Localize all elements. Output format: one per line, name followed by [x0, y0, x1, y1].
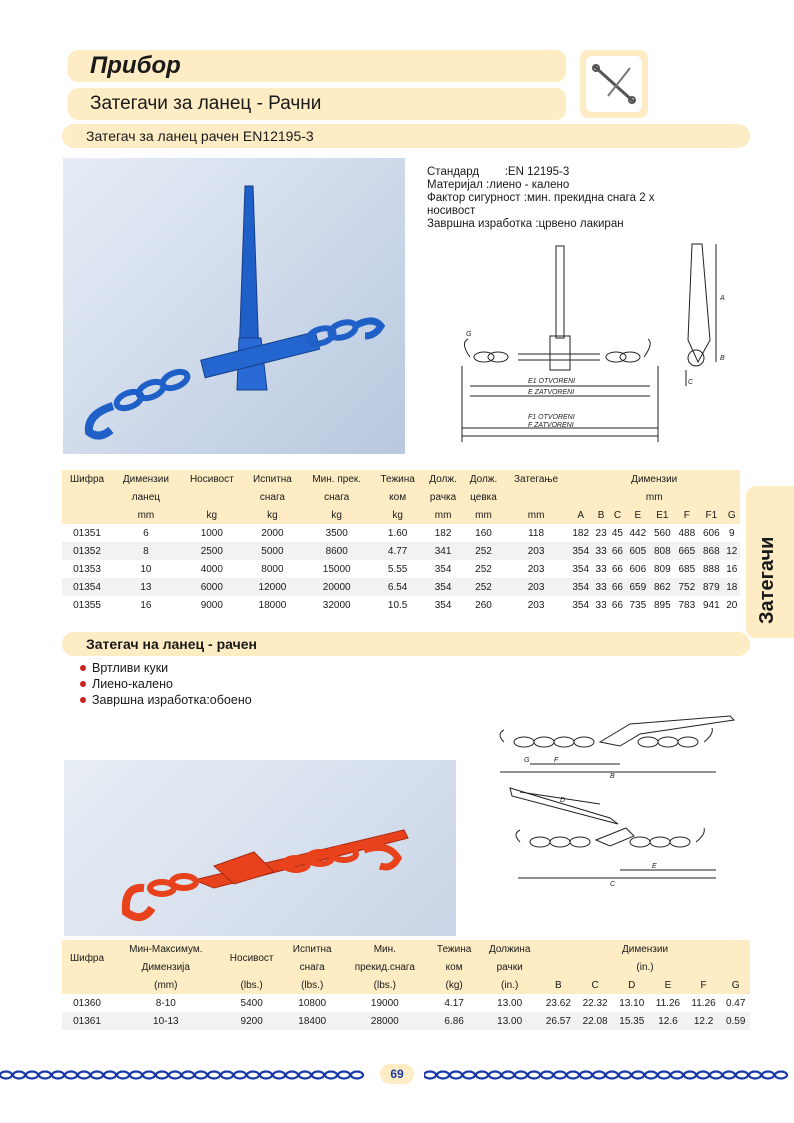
table-header: ланец: [131, 491, 160, 503]
chain-link: [325, 1072, 337, 1079]
chain-link: [775, 1072, 787, 1079]
table-cell: 6: [143, 527, 149, 539]
chain-link: [286, 1072, 298, 1079]
chain-link: [156, 1072, 168, 1079]
features-list: [80, 660, 252, 708]
chain-link: [593, 1072, 605, 1079]
table-cell: 0.59: [725, 1015, 746, 1027]
table-cell: 1.60: [387, 527, 408, 539]
table-unit: kg: [267, 509, 278, 521]
page-number: 69: [380, 1064, 414, 1084]
table-cell: 941: [703, 599, 720, 611]
list-item-text: Завршна изработка:обоено: [92, 693, 252, 707]
label-e1: E1 OTVORENI: [528, 378, 576, 385]
table-cell: 13.00: [497, 997, 523, 1009]
chain-link: [195, 1072, 207, 1079]
spec-line: Завршна изработка :црвено лакиран: [427, 218, 624, 230]
table-cell: 895: [654, 599, 671, 611]
table-cell: 2500: [200, 545, 223, 557]
label-e: E ZATVORENI: [528, 389, 575, 396]
table-cell: 606: [703, 527, 720, 539]
table-unit: G: [731, 979, 740, 991]
table-unit: E: [634, 509, 642, 521]
table-cell: 11.26: [691, 997, 716, 1009]
chain-link: [463, 1072, 475, 1079]
table-cell: 488: [678, 527, 696, 539]
ratchet-binder-icon: [586, 56, 642, 112]
table-cell: 2000: [261, 527, 284, 539]
table-cell: 560: [654, 527, 671, 539]
chain-link: [117, 1072, 129, 1079]
table-cell: 18: [726, 581, 738, 593]
table-cell: 354: [572, 581, 590, 593]
table-cell: 9000: [200, 599, 223, 611]
table-cell: 6.54: [387, 581, 408, 593]
table-cell: 23: [595, 527, 607, 539]
table-cell: 10.5: [387, 599, 408, 611]
spec-line: Фактор сигурност :мин. прекидна снага 2 x: [427, 192, 655, 204]
chain-link: [312, 1072, 324, 1079]
table-unit: G: [727, 509, 736, 521]
table-cell: 12.6: [658, 1015, 678, 1027]
table-cell: 203: [527, 599, 545, 611]
table-cell: 20: [726, 599, 738, 611]
table-cell: 252: [475, 563, 492, 575]
table-cell: 66: [611, 563, 623, 575]
table-header: Димензии: [631, 473, 678, 485]
table-cell: 252: [475, 545, 492, 557]
table-cell: 15000: [322, 563, 351, 575]
table-cell: 10800: [298, 997, 327, 1009]
chain-link: [515, 1072, 527, 1079]
footer-chain-right: [424, 1068, 794, 1082]
table-row: [62, 1012, 750, 1030]
table-cell: 5.55: [387, 563, 408, 575]
table-cell: 22.08: [582, 1015, 608, 1027]
chain-link: [541, 1072, 553, 1079]
chain-link: [424, 1072, 436, 1079]
table-cell: 01351: [73, 527, 101, 539]
table-cell: 26.57: [545, 1015, 571, 1027]
table-unit: (in.): [501, 979, 519, 991]
footer-chain-left: [0, 1068, 370, 1082]
table-unit: B: [597, 509, 605, 521]
table-header: Мин-Максимум.: [129, 943, 203, 955]
chain-link: [143, 1072, 155, 1079]
label-d: D: [560, 797, 566, 804]
table-unit: mm: [527, 509, 545, 521]
table-cell: 33: [595, 581, 607, 593]
chain-link: [606, 1072, 618, 1079]
chain-link: [645, 1072, 657, 1079]
chain-link: [489, 1072, 501, 1079]
table-cell: 260: [475, 599, 492, 611]
chain-link: [580, 1072, 592, 1079]
table-cell: 4.17: [444, 997, 464, 1009]
chain-link: [65, 1072, 77, 1079]
table-header: ком: [445, 961, 463, 973]
table-cell: 252: [475, 581, 492, 593]
list-item: [80, 692, 252, 708]
table-unit: C: [591, 979, 599, 991]
chain-link: [78, 1072, 90, 1079]
table-header: Испитна: [253, 473, 292, 485]
table-header: снага: [324, 491, 350, 503]
table-cell: 6.86: [444, 1015, 464, 1027]
table-cell: 33: [595, 545, 607, 557]
table-cell: 354: [434, 563, 452, 575]
table-cell: 8-10: [155, 997, 176, 1009]
table-header: Затегање: [514, 473, 559, 485]
table-header: ком: [389, 491, 407, 503]
side-tab-label: Затегачи: [756, 536, 778, 624]
table-cell: 4000: [200, 563, 223, 575]
table-cell: 18400: [298, 1015, 327, 1027]
table-cell: 0.47: [725, 997, 746, 1009]
table-cell: 19000: [370, 997, 399, 1009]
label-g: G: [466, 331, 472, 338]
label-e: E: [652, 863, 657, 870]
table-unit: D: [628, 979, 636, 991]
list-item-text: Лиено-калено: [92, 677, 173, 691]
table-cell: 01360: [73, 997, 101, 1009]
chain-link: [567, 1072, 579, 1079]
list-item-text: Вртливи куки: [92, 661, 169, 675]
table-cell: 12.2: [693, 1015, 714, 1027]
table-cell: 606: [629, 563, 647, 575]
chain-link: [658, 1072, 670, 1079]
table-cell: 9200: [240, 1015, 263, 1027]
table-header-row: [62, 958, 750, 976]
label-c: C: [688, 379, 694, 386]
spec-line: носивост: [427, 205, 476, 217]
chain-link: [762, 1072, 774, 1079]
label-f1: F1 OTVORENI: [528, 414, 575, 421]
table-cell: 808: [654, 545, 671, 557]
table-header: Должина: [488, 943, 531, 955]
table-cell: 8: [143, 545, 149, 557]
table-cell: 354: [572, 545, 590, 557]
table-cell: 16: [140, 599, 152, 611]
table-cell: 13.10: [619, 997, 645, 1009]
chain-link: [299, 1072, 311, 1079]
table-cell: 665: [678, 545, 696, 557]
chain-link: [554, 1072, 566, 1079]
table-cell: 659: [629, 581, 647, 593]
spec-line: Стандард :EN 12195-3: [427, 166, 570, 178]
table-cell: 118: [528, 527, 545, 539]
table-cell: 01355: [73, 599, 101, 611]
table-unit: (mm): [154, 979, 178, 991]
table-cell: 66: [611, 581, 623, 593]
table-cell: 15.35: [619, 1015, 645, 1027]
table-cell: 1000: [200, 527, 223, 539]
table-cell: 22.32: [582, 997, 608, 1009]
header-thumbnail: [580, 50, 648, 118]
table-units-row: [62, 976, 750, 994]
table-unit: kg: [392, 509, 403, 521]
chain-link: [619, 1072, 631, 1079]
table-cell: 4.77: [387, 545, 408, 557]
table-cell: 879: [703, 581, 720, 593]
table-header: Испитна: [292, 943, 332, 955]
page-subtitle: Затегачи за ланец - Рачни: [68, 88, 566, 120]
table-cell: 9: [729, 527, 735, 539]
table-header: Мин.: [373, 943, 396, 955]
blue-binder-photo: [63, 158, 405, 454]
table-header: рачка: [429, 491, 457, 503]
table-cell: 20000: [322, 581, 351, 593]
table-cell: 33: [595, 599, 607, 611]
table-cell: 341: [434, 545, 452, 557]
table-cell: 862: [654, 581, 671, 593]
table-cell: 01353: [73, 563, 101, 575]
table-cell: 18000: [258, 599, 287, 611]
label-c: C: [610, 881, 616, 888]
table-unit: kg: [331, 509, 342, 521]
table-cell: 354: [434, 581, 452, 593]
chain-link: [697, 1072, 709, 1079]
table-unit: (kg): [445, 979, 463, 991]
table-cell: 66: [611, 545, 623, 557]
table-cell: 10-13: [153, 1015, 179, 1027]
specs-list: [427, 166, 687, 231]
table-cell: 10: [140, 563, 152, 575]
table-header-row: [62, 488, 740, 506]
table-cell: 182: [434, 527, 452, 539]
table-cell: 5000: [261, 545, 284, 557]
chain-link: [13, 1072, 25, 1079]
table-cell: 01361: [73, 1015, 101, 1027]
label-g: G: [524, 757, 530, 764]
table-unit: mm: [434, 509, 452, 521]
table-header: Димензии: [621, 943, 669, 955]
table-cell: 203: [527, 581, 545, 593]
table-header-row: [62, 940, 750, 958]
chain-link: [351, 1072, 363, 1079]
table-cell: 735: [629, 599, 647, 611]
table-unit: E: [664, 979, 672, 991]
chain-link: [671, 1072, 683, 1079]
table-cell: 28000: [370, 1015, 399, 1027]
section1-title: Затегач за ланец рачен EN12195-3: [62, 124, 750, 148]
table-header: mm: [645, 491, 663, 503]
table-cell: 66: [611, 599, 623, 611]
table-unit: mm: [137, 509, 155, 521]
table-row: [62, 524, 740, 542]
spec-line: Материјал :лиено - калено: [427, 179, 570, 191]
table-cell: 203: [527, 563, 545, 575]
label-b: B: [610, 773, 615, 780]
table-cell: 354: [572, 563, 590, 575]
table-header: Шифра: [69, 473, 105, 485]
spec-table-2: [62, 940, 750, 1030]
table-cell: 442: [629, 527, 647, 539]
table-cell: 888: [703, 563, 720, 575]
section2-title: Затегач на ланец - рачен: [62, 632, 750, 656]
chain-link: [91, 1072, 103, 1079]
table-header: Носивост: [189, 473, 234, 485]
table-header: Димензии: [122, 473, 169, 485]
table-header: прекид.снага: [354, 961, 415, 973]
table-units-row: [62, 506, 740, 524]
table-unit: B: [555, 979, 562, 991]
table-row: [62, 994, 750, 1012]
bullet-icon: [80, 697, 86, 703]
table-unit: F: [683, 509, 690, 521]
chain-link: [52, 1072, 64, 1079]
table-cell: 3500: [325, 527, 348, 539]
table-cell: 11.26: [655, 997, 681, 1009]
chain-link: [437, 1072, 449, 1079]
table-cell: 605: [629, 545, 647, 557]
table-cell: 23.62: [545, 997, 571, 1009]
table-cell: 12000: [258, 581, 287, 593]
chain-link: [684, 1072, 696, 1079]
chain-link: [130, 1072, 142, 1079]
table-unit: kg: [206, 509, 218, 521]
chain-link: [26, 1072, 38, 1079]
table-cell: 33: [595, 563, 607, 575]
table-cell: 868: [703, 545, 720, 557]
lever-binder-diagram: [490, 712, 752, 890]
table-cell: 160: [475, 527, 492, 539]
bullet-icon: [80, 681, 86, 687]
table-unit: F1: [705, 509, 718, 521]
table-row: [62, 596, 740, 614]
table-cell: 5400: [240, 997, 263, 1009]
table-cell: 12: [726, 545, 738, 557]
chain-link: [450, 1072, 462, 1079]
chain-link: [502, 1072, 514, 1079]
chain-link: [736, 1072, 748, 1079]
table-cell: 01352: [73, 545, 101, 557]
chain-link: [632, 1072, 644, 1079]
label-f: F ZATVORENI: [528, 422, 574, 429]
table-header: Долж.: [429, 473, 457, 485]
list-item: [80, 660, 252, 676]
table-cell: 01354: [73, 581, 101, 593]
table-unit: C: [613, 509, 622, 521]
side-tab: [746, 486, 794, 638]
table-cell: 685: [678, 563, 696, 575]
table-cell: 354: [572, 599, 590, 611]
chain-link: [710, 1072, 722, 1079]
list-item: [80, 676, 252, 692]
chain-link: [260, 1072, 272, 1079]
table-unit: A: [577, 509, 585, 521]
table-unit: mm: [475, 509, 492, 521]
table-cell: 752: [678, 581, 696, 593]
table-header: цевка: [470, 491, 497, 503]
table-cell: 203: [527, 545, 545, 557]
table-cell: 182: [572, 527, 590, 539]
table-cell: 8600: [325, 545, 348, 557]
table-header: Шифра: [69, 952, 105, 964]
page-title: Прибор: [68, 50, 566, 82]
ratchet-diagram: [440, 236, 752, 448]
red-binder-photo: [64, 760, 456, 936]
chain-link: [208, 1072, 220, 1079]
table-cell: 6000: [200, 581, 223, 593]
table-row: [62, 578, 740, 596]
table-unit: (lbs.): [373, 979, 396, 991]
table-cell: 783: [678, 599, 696, 611]
table-header: Мин. прек.: [312, 473, 362, 485]
chain-link: [221, 1072, 233, 1079]
table-header: Долж.: [469, 473, 498, 485]
table-unit: (lbs.): [301, 979, 324, 991]
table-header: снага: [259, 491, 285, 503]
table-cell: 13.00: [497, 1015, 523, 1027]
table-row: [62, 542, 740, 560]
chain-link: [749, 1072, 761, 1079]
table-cell: 354: [434, 599, 452, 611]
label-b: B: [720, 355, 725, 362]
chain-link: [247, 1072, 259, 1079]
spec-table-1: [62, 470, 740, 614]
table-header: снага: [299, 961, 325, 973]
chain-link: [338, 1072, 350, 1079]
chain-link: [528, 1072, 540, 1079]
chain-link: [169, 1072, 181, 1079]
table-header-row: [62, 470, 740, 488]
chain-link: [476, 1072, 488, 1079]
chain-link: [104, 1072, 116, 1079]
table-row: [62, 560, 740, 578]
table-cell: 45: [611, 527, 623, 539]
chain-link: [234, 1072, 246, 1079]
chain-link: [723, 1072, 735, 1079]
table-header: Димензија: [141, 961, 190, 973]
table-header: Носивост: [229, 952, 274, 964]
chain-link: [39, 1072, 51, 1079]
table-cell: 8000: [261, 563, 284, 575]
chain-link: [273, 1072, 285, 1079]
label-f: F: [554, 757, 559, 764]
bullet-icon: [80, 665, 86, 671]
table-cell: 809: [654, 563, 671, 575]
table-cell: 16: [726, 563, 738, 575]
table-header: рачки: [496, 961, 523, 973]
table-unit: F: [700, 979, 707, 991]
table-header: (in.): [636, 961, 654, 973]
table-header: Тежина: [436, 943, 472, 955]
table-cell: 13: [140, 581, 152, 593]
table-unit: E1: [656, 509, 669, 521]
chain-link: [0, 1072, 12, 1079]
table-header: Тежина: [380, 473, 415, 485]
chain-link: [182, 1072, 194, 1079]
table-unit: (lbs.): [240, 979, 263, 991]
label-a: A: [720, 295, 725, 302]
table-cell: 32000: [322, 599, 351, 611]
